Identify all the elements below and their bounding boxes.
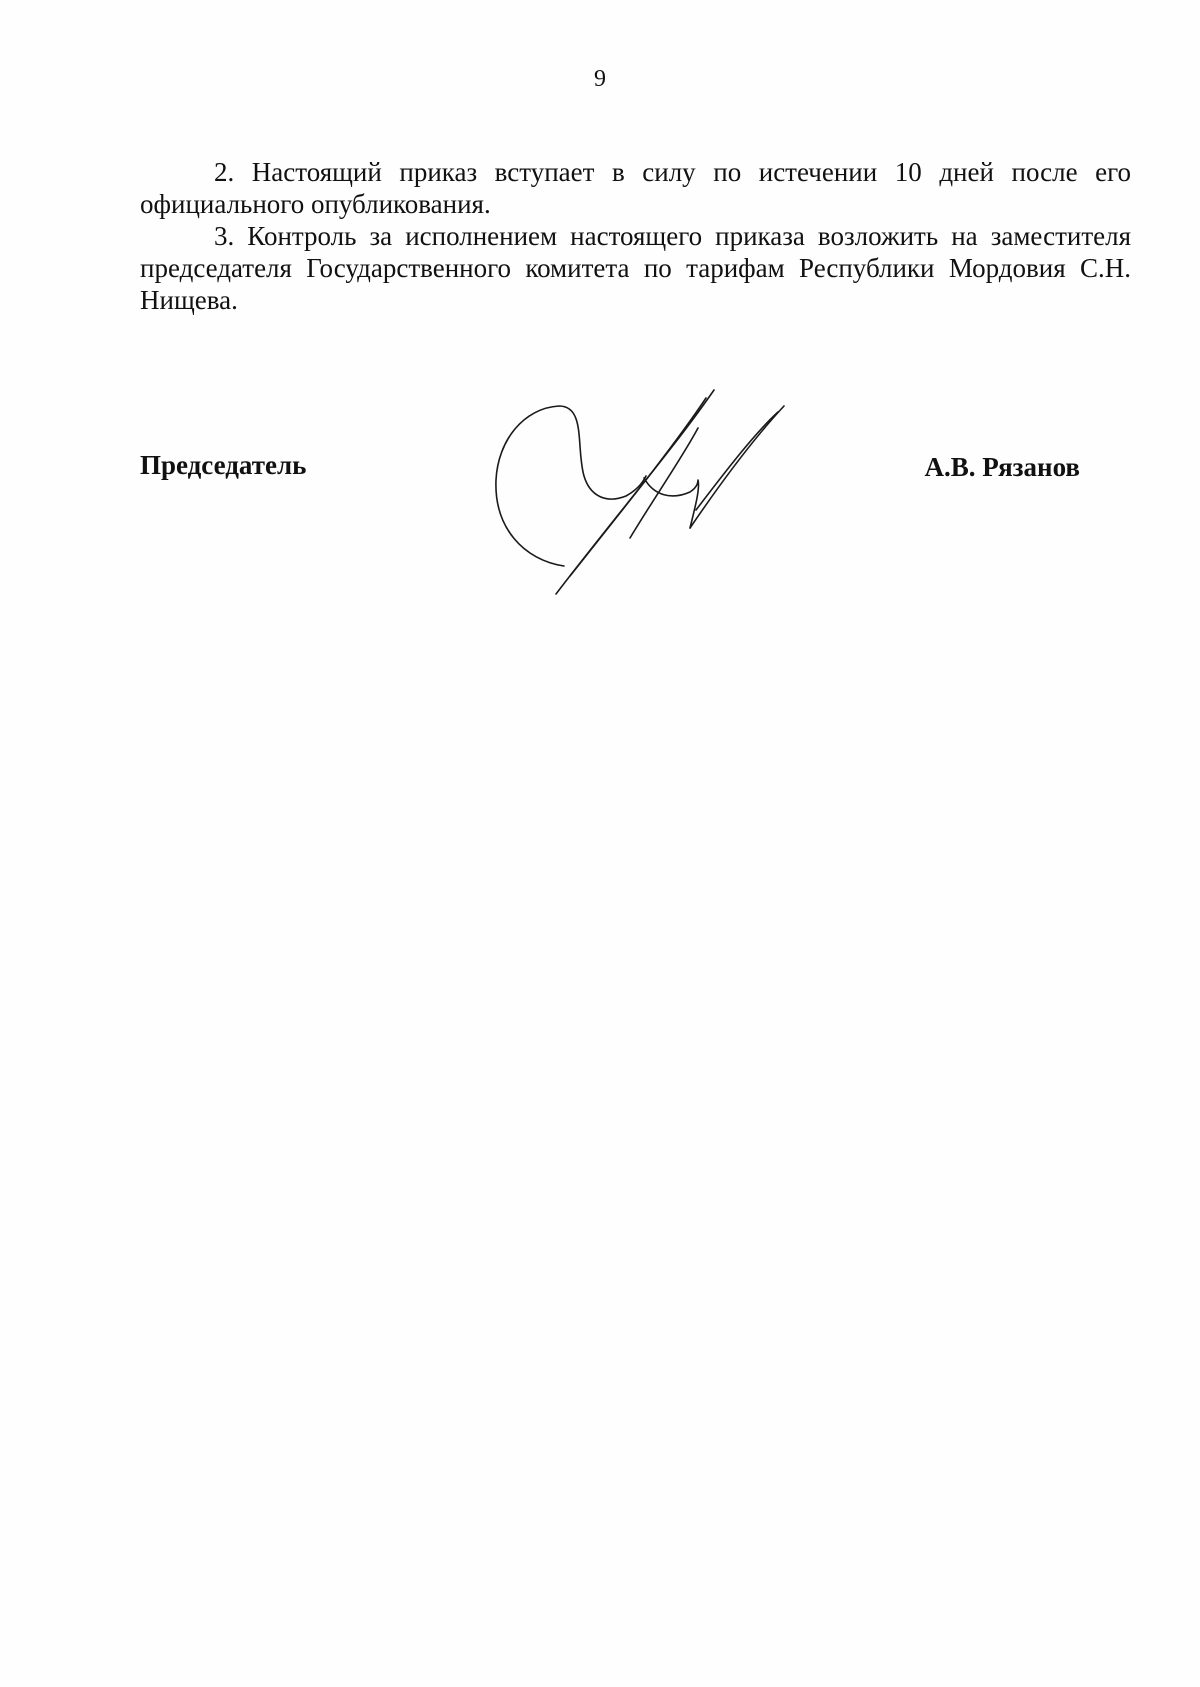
signer-name: А.В. Рязанов xyxy=(924,452,1080,482)
paragraph-control: 3. Контроль за исполнением настоящего приказа возложить на заместителя председателя Государственного комитета по тарифам Республики Мордовия С.Н. Нищева. xyxy=(140,221,1131,315)
signature-block xyxy=(140,400,1080,600)
signer-title: Председатель xyxy=(140,450,307,480)
signature-icon xyxy=(484,388,814,598)
page-number: 9 xyxy=(594,66,606,92)
document-body xyxy=(140,156,1131,316)
paragraph-effective-date: 2. Настоящий приказ вступает в силу по истечении 10 дней после его официального опубликования. xyxy=(140,157,1131,219)
